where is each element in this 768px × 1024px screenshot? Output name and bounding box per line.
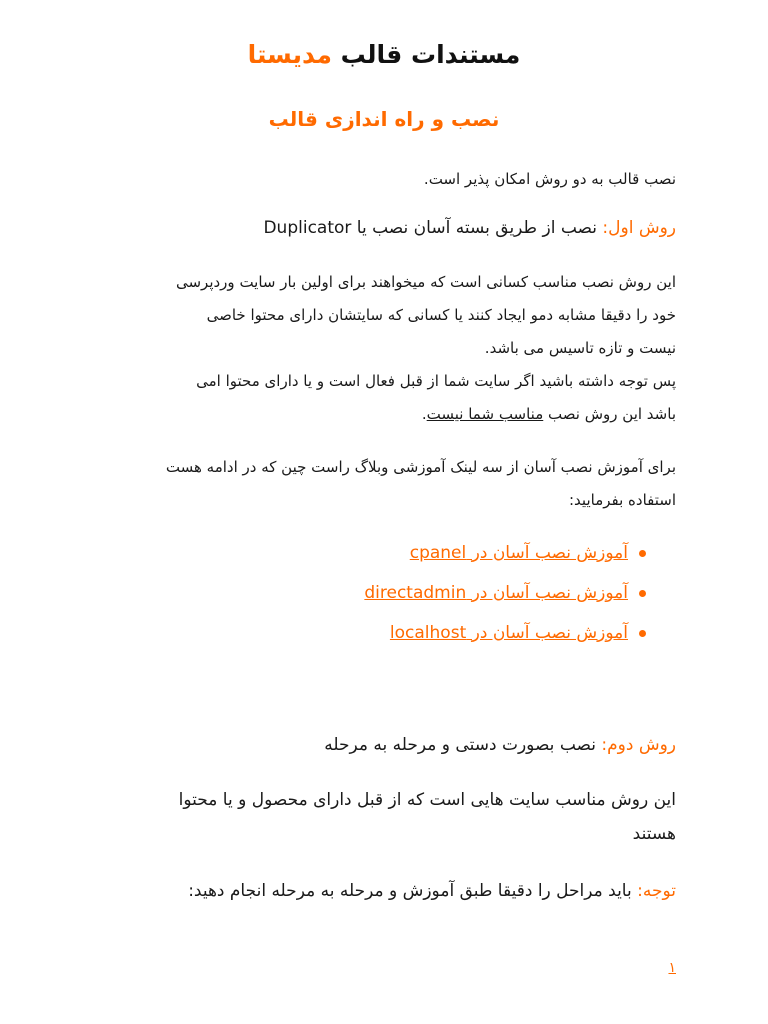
paragraph-line: این روش مناسب سایت هایی است که از قبل دارای محصول و یا محتوا [178,790,676,810]
note-label: توجه: [637,881,676,901]
paragraph-line: پس توجه داشته باشید اگر سایت شما از قبل فعال است و یا دارای محتوا امی [196,372,676,390]
list-item [92,536,676,576]
intro-paragraph: نصب قالب به دو روش امکان پذیر است. [423,170,676,188]
bullet-icon [639,550,646,557]
bullet-icon [639,630,646,637]
page-title [92,40,676,69]
method-one-label: روش اول: [602,218,676,238]
method-two-paragraph [92,783,676,851]
tutorial-paragraph [92,451,676,517]
link-directadmin[interactable]: آموزش نصب آسان در directadmin [364,583,628,603]
page-number: ۱ [668,960,676,976]
paragraph-line: نیست و تازه تاسیس می باشد. [484,339,676,357]
list-item [92,616,676,656]
method-one-paragraph [92,266,676,431]
method-two-title: نصب بصورت دستی و مرحله به مرحله [324,735,596,755]
method-two-label: روش دوم: [601,735,676,755]
paragraph-line [92,398,676,431]
paragraph-line: هستند [632,824,676,844]
paragraph-line: برای آموزش نصب آسان از سه لینک آموزشی وبلاگ راست چین که در ادامه هست [165,458,676,476]
method-one-title: نصب از طریق بسته آسان نصب یا Duplicator [263,218,597,238]
title-prefix: مستندات قالب [340,40,521,69]
paragraph-line: خود را دقیقا مشابه دمو ایجاد کنند یا کسانی که سایتشان دارای محتوا خاصی [206,306,676,324]
note-text: باید مراحل را دقیقا طبق آموزش و مرحله به مرحله انجام دهید: [188,881,632,901]
section-heading: نصب و راه اندازی قالب [268,107,500,131]
link-localhost[interactable]: آموزش نصب آسان در localhost [389,623,628,643]
tutorial-links-list [92,536,676,656]
paragraph-text: باشد این روش نصب [548,405,676,423]
link-cpanel[interactable]: آموزش نصب آسان در cpanel [409,543,628,563]
paragraph-line: استفاده بفرمایید: [569,491,676,509]
method-one-heading [92,213,676,243]
not-suitable-underlined: مناسب شما نیست [426,405,544,423]
note-paragraph [92,876,676,906]
method-two-heading [92,730,676,760]
list-item [92,576,676,616]
paragraph-line: این روش نصب مناسب کسانی است که میخواهند برای اولین بار سایت وردپرسی [175,273,676,291]
paragraph-period: . [421,405,427,423]
title-brand: مدیستا [247,40,332,69]
bullet-icon [639,590,646,597]
